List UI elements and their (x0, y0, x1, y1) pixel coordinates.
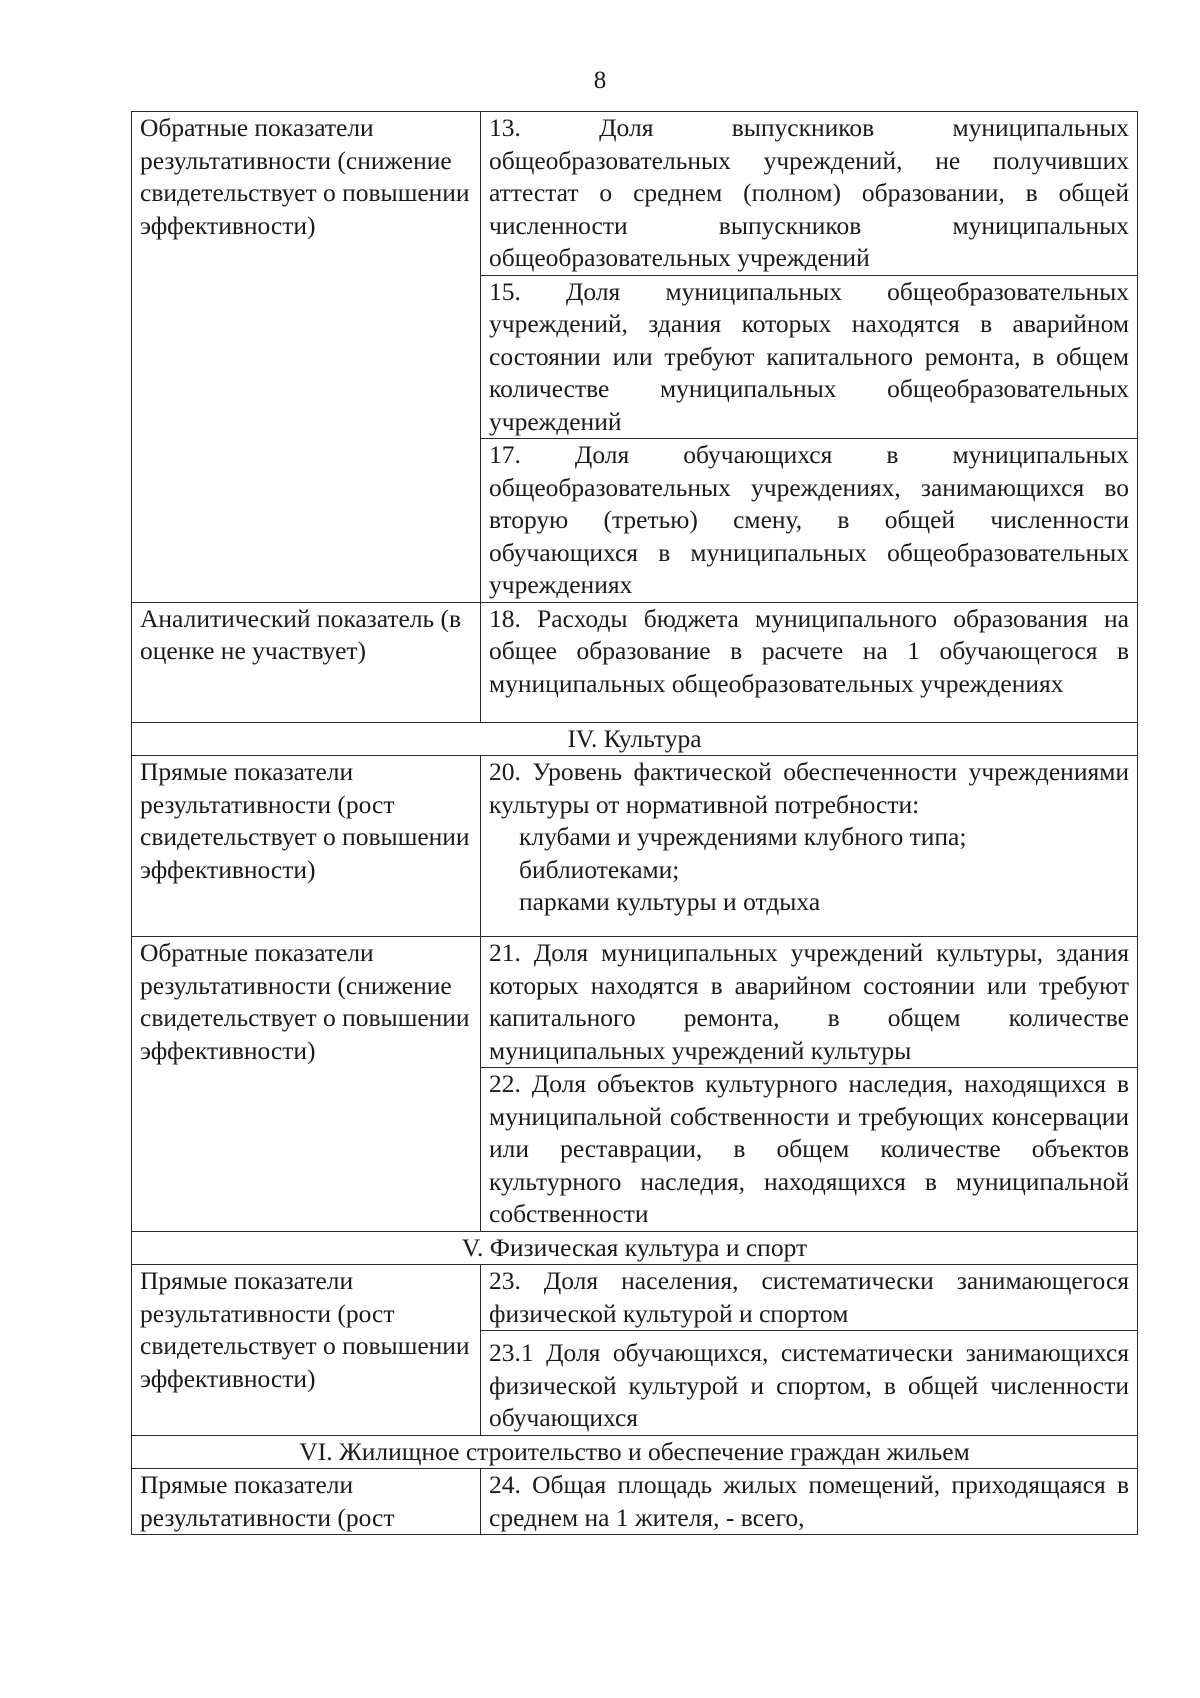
list-item: клубами и учреждениями клубного типа; (519, 822, 967, 851)
section-title: VI. Жилищное строительство и обеспечение граждан жильем (132, 1435, 1138, 1469)
list-item: библиотеками; (519, 854, 680, 884)
indicator-item: 22. Доля объектов культурного наследия, находящихся в муниципальной собственности и требующих консервации или реставрации, в общем количестве объектов культурного наследия, находящихся в муниципальной собственности (481, 1068, 1138, 1232)
indicator-category: Прямые показатели результативности (рост свидетельствует о повышении эффективности) (132, 756, 481, 937)
indicator-category: Аналитический показатель (в оценке не участвует) (132, 602, 481, 722)
table-row (132, 1469, 1138, 1535)
indicator-item: 24. Общая площадь жилых помещений, приходящаяся в среднем на 1 жителя, - всего, (481, 1469, 1138, 1535)
indicator-category: Прямые показатели результативности (рост (132, 1469, 481, 1535)
page-number: 8 (593, 67, 607, 94)
indicator-item: 13. Доля выпускников муниципальных общеобразовательных учреждений, не получивших аттестат о среднем (полном) образовании, в общей численности выпускников муниципальных общеобразовательных учреждений (481, 112, 1138, 276)
indicator-item: 21. Доля муниципальных учреждений культуры, здания которых находятся в аварийном состоянии или требуют капитального ремонта, в общем количестве муниципальных учреждений культуры (481, 937, 1138, 1068)
indicators-table (131, 111, 1138, 1535)
indicator-item: 23.1 Доля обучающихся, систематически занимающихся физической культурой и спортом, в общей численности обучающихся (481, 1331, 1138, 1436)
indicator-category: Обратные показатели результативности (снижение свидетельствует о повышении эффективности) (132, 112, 481, 603)
list-item: парками культуры и отдыха (519, 887, 821, 916)
table-row (132, 756, 1138, 937)
section-row (132, 722, 1138, 756)
indicator-item: 15. Доля муниципальных общеобразовательных учреждений, здания которых находятся в аварийном состоянии или требуют капитального ремонта, в общем количестве муниципальных общеобразовательных учреждений (481, 275, 1138, 439)
section-title: IV. Культура (132, 722, 1138, 756)
table-row (132, 602, 1138, 722)
section-row (132, 1435, 1138, 1469)
section-row (132, 1231, 1138, 1265)
table-row (132, 937, 1138, 1068)
indicator-item: 17. Доля обучающихся в муниципальных общеобразовательных учреждениях, занимающихся во вторую (третью) смену, в общей численности обучающихся в муниципальных общеобразовательных учреждениях (481, 439, 1138, 603)
indicator-category: Обратные показатели результативности (снижение свидетельствует о повышении эффективности) (132, 937, 481, 1232)
section-title: V. Физическая культура и спорт (132, 1231, 1138, 1265)
indicator-item: 18. Расходы бюджета муниципального образования на общее образование в расчете на 1 обучающегося в муниципальных общеобразовательных учреждениях (481, 602, 1138, 722)
indicator-item (481, 756, 1138, 937)
indicator-item: 23. Доля населения, систематически занимающегося физической культурой и спортом (481, 1265, 1138, 1331)
table-row (132, 1265, 1138, 1331)
table-row (132, 112, 1138, 276)
indicator-category: Прямые показатели результативности (рост свидетельствует о повышении эффективности) (132, 1265, 481, 1436)
indicator-intro: 20. Уровень фактической обеспеченности учреждениями культуры от нормативной потребности: (489, 757, 1129, 819)
